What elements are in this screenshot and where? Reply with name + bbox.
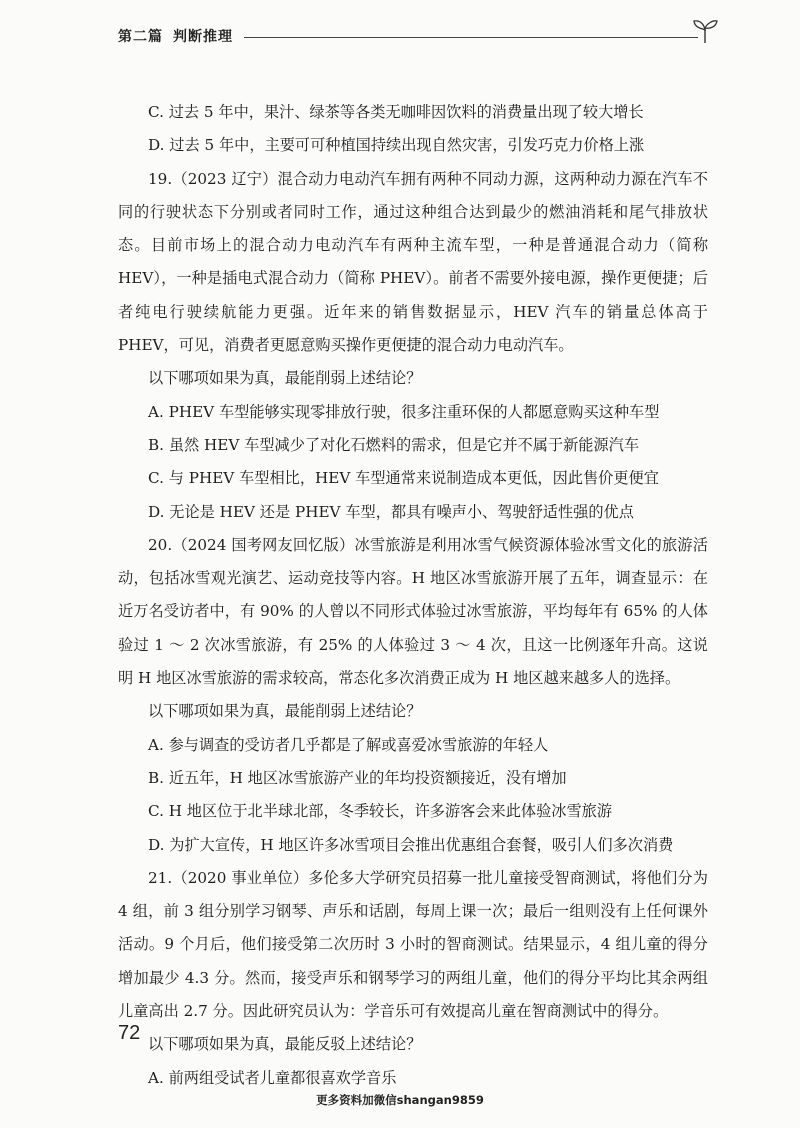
answer-option: C. 与 PHEV 车型相比，HEV 车型通常来说制造成本更低，因此售价更便宜	[148, 469, 659, 488]
question-paragraph: 以下哪项如果为真，最能削弱上述结论？	[148, 369, 422, 388]
answer-option: D. 为扩大宣传，H 地区许多冰雪项目会推出优惠组合套餐，吸引人们多次消费	[148, 835, 674, 854]
question-paragraph: 以下哪项如果为真，最能削弱上述结论？	[148, 702, 422, 721]
answer-option: C. 过去 5 年中，果汁、绿茶等各类无咖啡因饮料的消费量出现了较大增长	[148, 103, 644, 121]
running-header	[118, 22, 718, 48]
answer-option: B. 近五年，H 地区冰雪旅游产业的年均投资额接近，没有增加	[148, 768, 567, 787]
answer-option: A. 前两组受试者儿童都很喜欢学音乐	[148, 1068, 397, 1087]
page-number: 72	[118, 1022, 141, 1044]
header-section: 第二篇	[118, 29, 163, 45]
answer-option: C. H 地区位于北半球北部，冬季较长，许多游客会来此体验冰雪旅游	[148, 802, 613, 821]
answer-option: B. 虽然 HEV 车型减少了对化石燃料的需求，但是它并不属于新能源汽车	[148, 435, 640, 454]
footer-note: 更多资料加微信shangan9859	[316, 1093, 484, 1107]
page-body	[118, 96, 708, 1095]
question-paragraph: 19.（2023 辽宁）混合动力电动汽车拥有两种不同动力源，这两种动力源在汽车不同的行驶状态下分别或者同时工作，通过这种组合达到最少的燃油消耗和尾气排放状态。目前市场上的混合动力电动汽车有两种主流车型，一种是普通混合动力（简称 HEV），一种是插电式混合动力（简称 PHEV）。前者不需要外接电源，操作更便捷；后者纯电行驶续航能力更强。近年来的销售数据显示，HEV 汽车的销量总体高于 PHEV，可见，消费者更愿意购买操作更便捷的混合动力电动汽车。	[118, 169, 708, 355]
sprout-icon	[692, 16, 718, 44]
question-paragraph: 20.（2024 国考网友回忆版）冰雪旅游是利用冰雪气候资源体验冰雪文化的旅游活动，包括冰雪观光演艺、运动竞技等内容。H 地区冰雪旅游开展了五年，调查显示：在近万名受访者中，有 90% 的人曾以不同形式体验过冰雪旅游，平均每年有 65% 的人体验过 1 ～ 2 次冰雪旅游，有 25% 的人体验过 3 ～ 4 次，且这一比例逐年升高。这说明 H 地区冰雪旅游的需求较高，常态化多次消费正成为 H 地区越来越多人的选择。	[118, 535, 708, 688]
question-paragraph: 21.（2020 事业单位）多伦多大学研究员招募一批儿童接受智商测试，将他们分为 4 组，前 3 组分别学习钢琴、声乐和话剧，每周上课一次；最后一组则没有上任何课外活动。9 个月后，他们接受第二次历时 3 小时的智商测试。结果显示，4 组儿童的得分增加最少 4.3 分。然而，接受声乐和钢琴学习的两组儿童，他们的得分平均比其余两组儿童高出 2.7 分。因此研究员认为：学音乐可有效提高儿童在智商测试中的得分。	[118, 868, 708, 1021]
header-chapter: 判断推理	[173, 29, 233, 45]
question-paragraph: 以下哪项如果为真，最能反驳上述结论？	[148, 1035, 422, 1054]
header-rule	[244, 37, 698, 38]
answer-option: D. 过去 5 年中，主要可可种植国持续出现自然灾害，引发巧克力价格上涨	[148, 136, 645, 155]
header-title	[118, 26, 233, 46]
answer-option: A. PHEV 车型能够实现零排放行驶，很多注重环保的人都愿意购买这种车型	[148, 402, 660, 421]
answer-option: A. 参与调查的受访者几乎都是了解或喜爱冰雪旅游的年轻人	[148, 735, 549, 754]
answer-option: D. 无论是 HEV 还是 PHEV 车型，都具有噪声小、驾驶舒适性强的优点	[148, 502, 634, 521]
